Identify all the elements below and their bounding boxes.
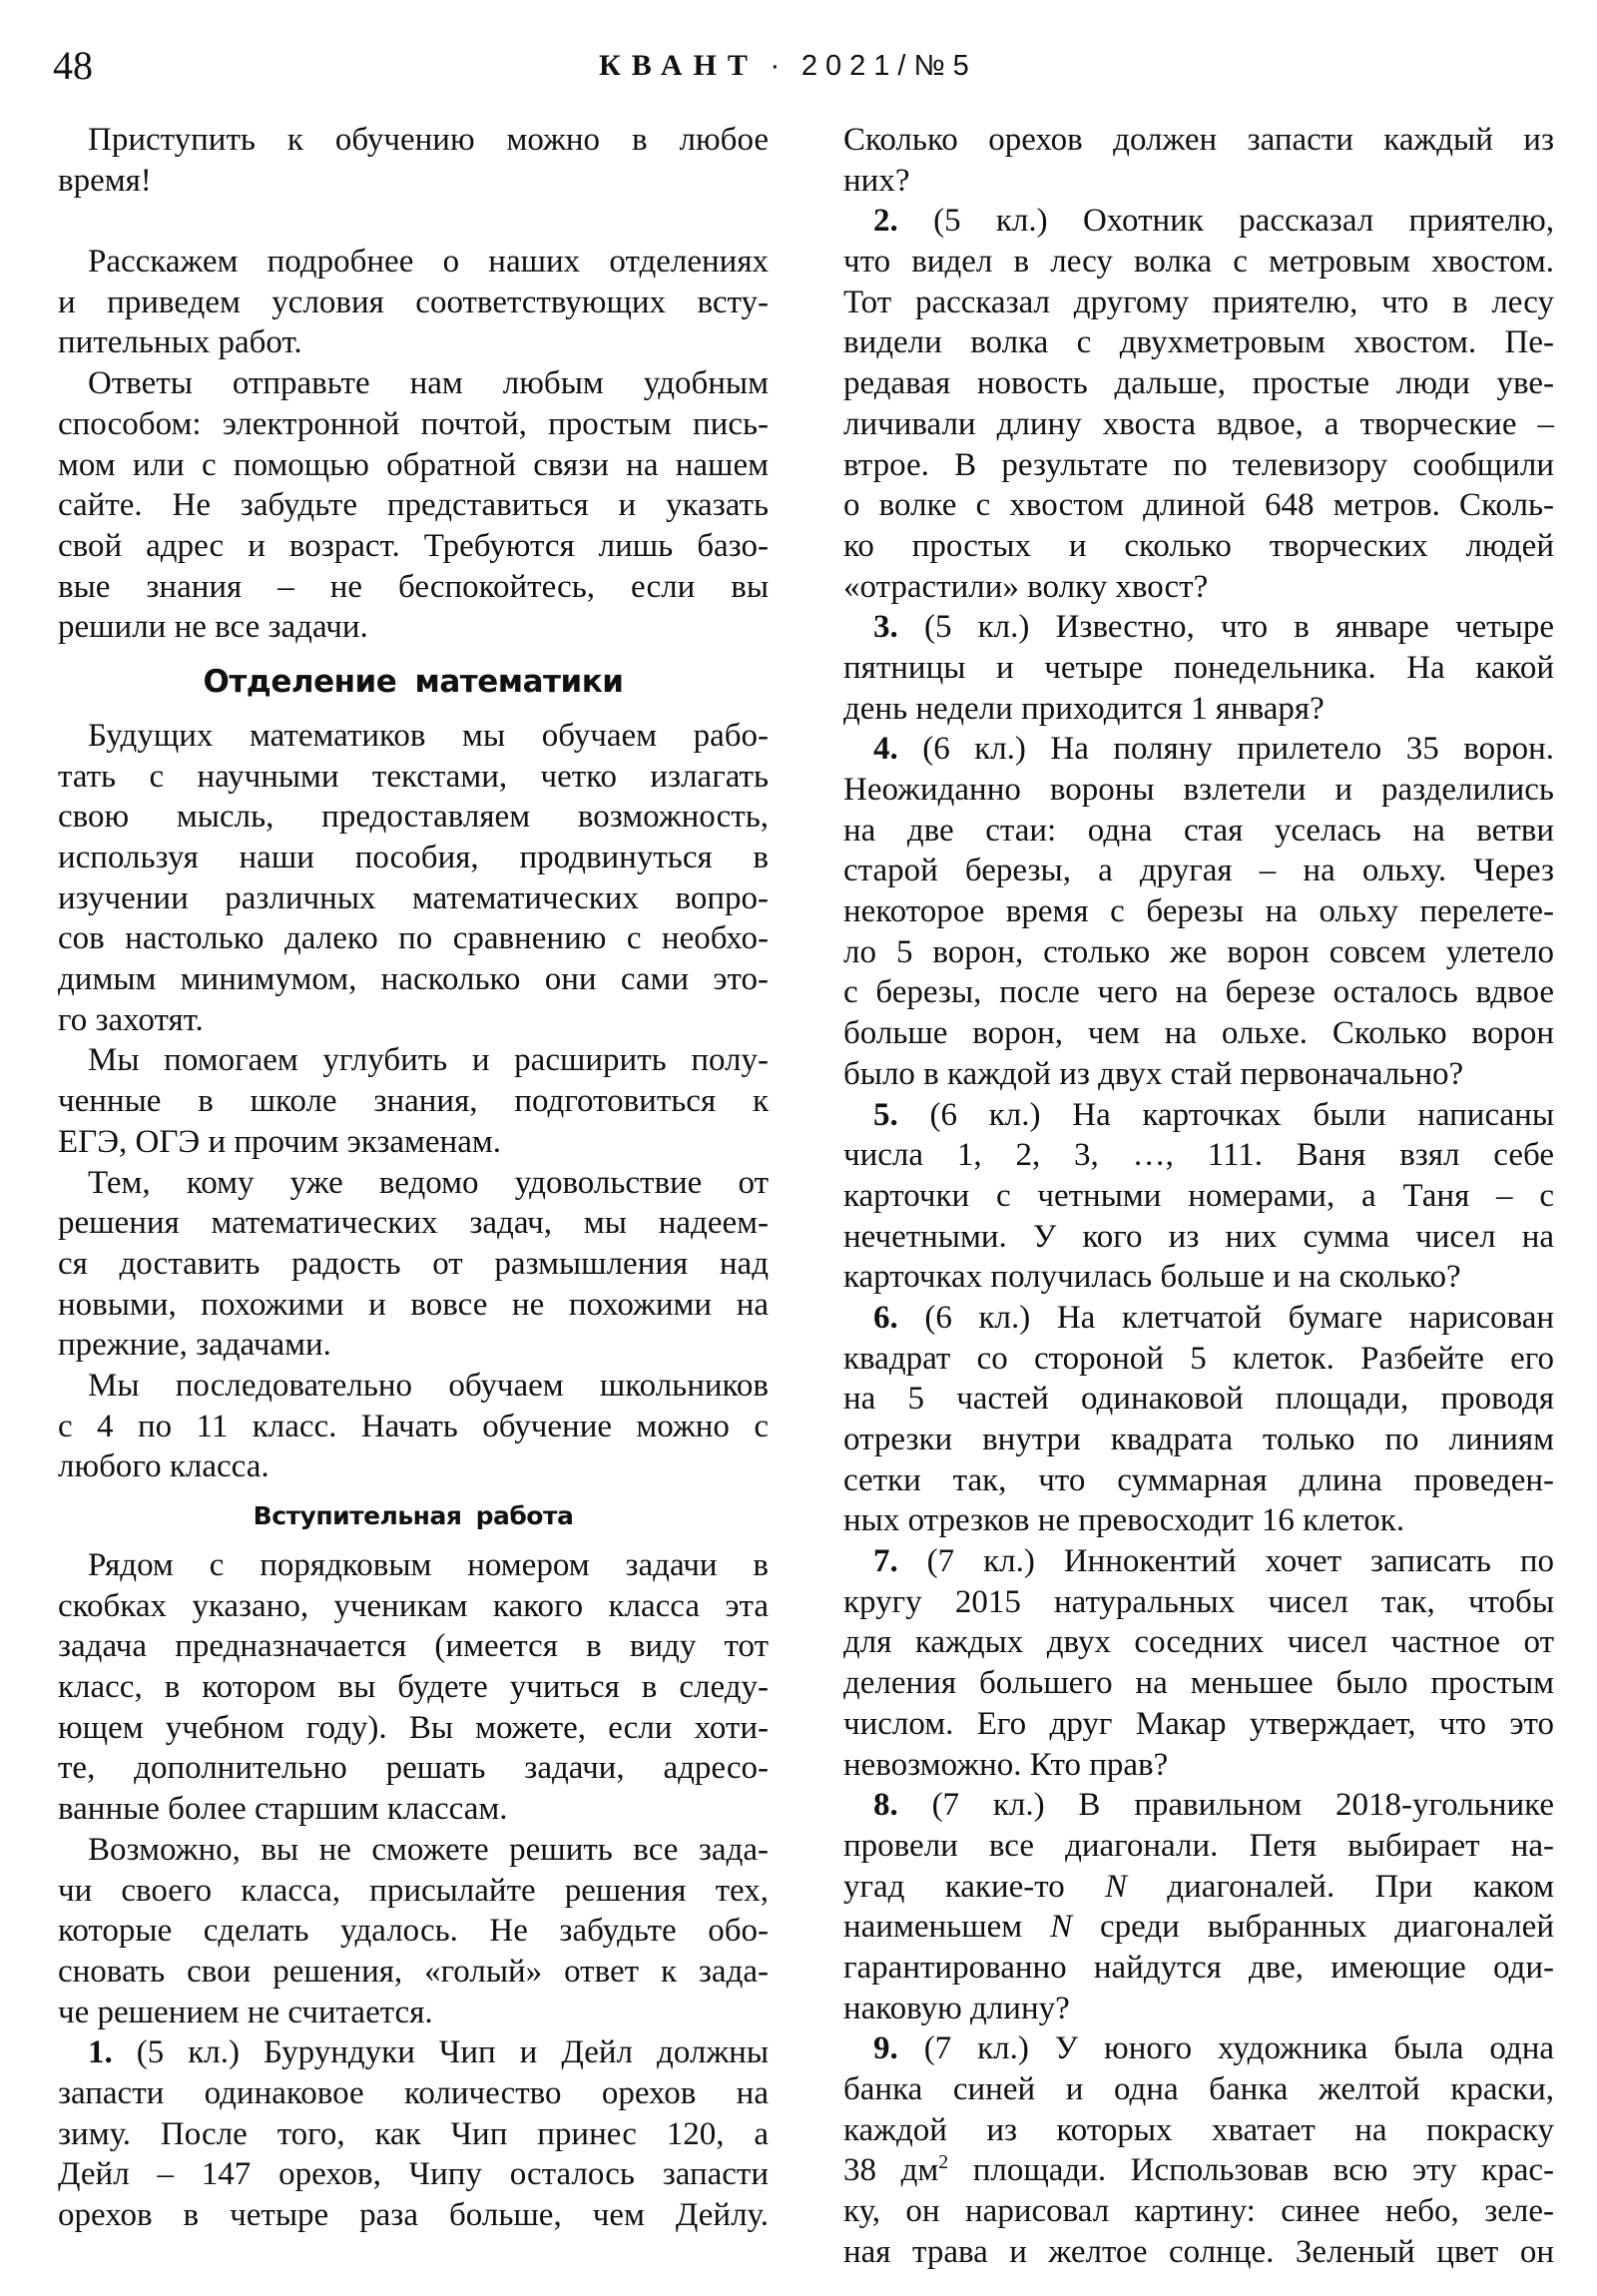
problem-item — [843, 201, 1554, 607]
paragraph — [58, 1545, 769, 1830]
text-line: Сколько орехов должен запасти каждый из — [843, 122, 1554, 158]
text-line: зиму. После того, как Чип принес 120, а — [58, 2115, 769, 2152]
text-line: те, дополнительно решать задачи, адресо- — [58, 1750, 769, 1787]
text-line: изучении различных математических вопро- — [58, 879, 769, 916]
paragraph — [843, 120, 1554, 201]
problem-item — [843, 1785, 1554, 2028]
problem-number: 7. — [873, 1543, 898, 1580]
text-line: вые знания – не беспокойтесь, если вы — [58, 568, 769, 605]
paragraph — [58, 1163, 769, 1366]
text-line: карточках получилась больше и на сколько? — [843, 1259, 1461, 1296]
text-line: решения математических задач, мы надеем- — [58, 1205, 769, 1242]
text-line: че решением не считается. — [58, 1994, 433, 2030]
journal-title: КВАНТ — [599, 49, 759, 82]
text-line: наименьшем N среди выбранных диагоналей — [843, 1909, 1554, 1946]
text-line: ко простых и сколько творческих людей — [843, 527, 1554, 564]
text-line: квадрат со стороной 5 клеток. Разбейте его — [843, 1340, 1554, 1377]
text-line: с березы, после чего на березе осталось вдвое — [843, 974, 1554, 1011]
problem-number: 8. — [873, 1787, 898, 1824]
text-line: невозможно. Кто прав? — [843, 1746, 1169, 1783]
subsection-heading: Вступительная работа — [253, 1501, 574, 1530]
problem-number: 4. — [873, 731, 898, 768]
text-line: видели волка с двухметровым хвостом. Пе- — [843, 324, 1554, 361]
text-line: пительных работ. — [58, 324, 302, 361]
text-line: пятницы и четыре понедельника. На какой — [843, 649, 1554, 686]
text-line: Неожиданно вороны взлетели и разделились — [843, 772, 1554, 808]
text-line: прежние, задачами. — [58, 1327, 331, 1364]
text-line: сетки так, что суммарная длина проведен- — [843, 1461, 1554, 1498]
text-line: способом: электронной почтой, простым пись- — [58, 405, 769, 442]
text-line: ченные в школе знания, подготовиться к — [58, 1083, 769, 1120]
text-line: 8. (7 кл.) В правильном 2018-угольнике — [873, 1787, 1554, 1824]
text-line: нечетными. У кого из них сумма чисел на — [843, 1218, 1554, 1255]
problem-number: 5. — [873, 1096, 898, 1133]
text-line: карточки с четными номерами, а Таня – с — [843, 1177, 1554, 1214]
text-line: свою мысль, предоставляем возможность, — [58, 799, 769, 836]
text-line: тать с научными текстами, четко излагать — [58, 758, 769, 795]
text-line: некоторое время с березы на ольху перелете- — [843, 893, 1554, 930]
text-line: используя наши пособия, продвинуться в — [58, 840, 769, 875]
text-line: ку, он нарисовал картину: синее небо, зеле- — [843, 2193, 1554, 2230]
problem-item — [843, 1298, 1554, 1541]
text-line: 3. (5 кл.) Известно, что в январе четыре — [873, 609, 1555, 646]
problem-item — [843, 1541, 1554, 1785]
text-line: ЕГЭ, ОГЭ и прочим экзаменам. — [58, 1123, 501, 1160]
text-line: орехов в четыре раза больше, чем Дейлу. — [58, 2197, 769, 2233]
text-line: что видел в лесу волка с метровым хвостом. — [843, 244, 1554, 281]
text-line: банка синей и одна банка желтой краски, — [843, 2071, 1554, 2107]
text-line: на две стаи: одна стая уселась на ветви — [843, 812, 1554, 849]
text-line: новыми, похожими и вовсе не похожими на — [58, 1286, 769, 1323]
paragraph-gap — [58, 201, 769, 242]
text-line: Рядом с порядковым номером задачи в — [88, 1547, 769, 1583]
text-line: 9. (7 кл.) У юного художника была одна — [873, 2030, 1555, 2067]
text-line: решили не все задачи. — [58, 609, 368, 646]
text-line: числа 1, 2, 3, …, 111. Ваня взял себе — [843, 1137, 1554, 1174]
problem-number: 9. — [873, 2030, 898, 2067]
text-line: ло 5 ворон, столько же ворон совсем улетело — [843, 933, 1554, 970]
problem-item — [843, 729, 1554, 1094]
text-line: скобках указано, ученикам какого класса эта — [58, 1587, 769, 1624]
text-line: свой адрес и возраст. Требуются лишь базо- — [58, 527, 769, 564]
text-line: Приступить к обучению можно в любое — [88, 122, 769, 158]
text-line: задача предназначается (имеется в виду тот — [58, 1628, 769, 1665]
text-line: и приведем условия соответствующих всту- — [58, 284, 769, 320]
text-line: которые сделать удалось. Не забудьте обо- — [58, 1913, 769, 1950]
text-line: сновать свои решения, «голый» ответ к зада- — [58, 1953, 769, 1990]
paragraph — [58, 242, 769, 363]
text-line: любого класса. — [58, 1448, 269, 1485]
text-line: деления большего на меньшее было простым — [843, 1665, 1554, 1702]
text-line: 6. (6 кл.) На клетчатой бумаге нарисован — [873, 1299, 1555, 1336]
text-line: них? — [843, 162, 910, 199]
text-line: запасти одинаковое количество орехов на — [58, 2074, 769, 2111]
text-line: Возможно, вы не сможете решить все зада- — [88, 1831, 769, 1868]
problem-number: 1. — [88, 2034, 113, 2071]
text-line: ных отрезков не превосходит 16 клеток. — [843, 1502, 1405, 1539]
paragraph — [58, 120, 769, 201]
text-line: угад какие-то N диагоналей. При каком — [843, 1868, 1555, 1905]
text-line: кругу 2015 натуральных чисел так, чтобы — [843, 1583, 1554, 1620]
text-line: Мы последовательно обучаем школьников — [88, 1367, 769, 1404]
paragraph — [58, 1830, 769, 2032]
text-line: «отрастили» волку хвост? — [843, 568, 1209, 605]
text-line: на 5 частей одинаковой площади, проводя — [843, 1381, 1554, 1418]
text-line: личивали длину хвоста вдвое, а творческие – — [843, 405, 1554, 442]
header-separator: · — [770, 49, 781, 82]
text-line: мом или с помощью обратной связи на нашем — [58, 446, 769, 483]
problem-item — [58, 2032, 769, 2235]
text-line: чи своего класса, присылайте решения тех, — [58, 1872, 769, 1909]
problem-number: 6. — [873, 1299, 898, 1336]
problem-number: 2. — [873, 203, 898, 240]
text-line: втрое. В результате по телевизору сообщили — [843, 446, 1554, 483]
text-line: ющем учебном году). Вы можете, если хоти- — [58, 1709, 769, 1746]
text-line: гарантированно найдутся две, имеющие оди- — [843, 1949, 1554, 1986]
problem-item — [843, 1095, 1554, 1298]
text-line: класс, в котором вы будете учиться в следу- — [58, 1669, 769, 1706]
running-head — [599, 46, 1018, 86]
text-line: ся доставить радость от размышления над — [58, 1245, 769, 1282]
text-line: было в каждой из двух стай первоначально? — [843, 1055, 1464, 1092]
text-line: сайте. Не забудьте представиться и указать — [58, 487, 769, 524]
text-line: Ответы отправьте нам любым удобным — [88, 365, 769, 402]
text-line: о волке с хвостом длиной 648 метров. Сколь- — [843, 487, 1554, 524]
text-line: ная трава и желтое солнце. Зеленый цвет он — [843, 2233, 1554, 2270]
text-line: 4. (6 кл.) На поляну прилетело 35 ворон. — [873, 731, 1554, 768]
text-line: Мы помогаем углубить и расширить полу- — [88, 1042, 769, 1079]
text-line: редавая новость дальше, простые люди уве- — [843, 365, 1554, 402]
text-line: больше ворон, чем на ольхе. Сколько ворон — [843, 1015, 1554, 1052]
problem-number: 3. — [873, 609, 898, 646]
section-heading: Отделение математики — [203, 663, 624, 700]
paragraph — [58, 1366, 769, 1487]
problem-item — [843, 607, 1554, 729]
text-line: для каждых двух соседних чисел частное от — [843, 1624, 1554, 1661]
text-line: числом. Его друг Макар утверждает, что это — [843, 1705, 1554, 1742]
text-line: Тот рассказал другому приятелю, что в лесу — [843, 284, 1554, 320]
text-line: 1. (5 кл.) Бурундуки Чип и Дейл должны — [88, 2034, 769, 2071]
text-line: димым минимумом, насколько они сами это- — [58, 961, 769, 998]
text-line: Дейл – 147 орехов, Чипу осталось запасти — [58, 2156, 769, 2193]
text-line: Расскажем подробнее о наших отделениях — [88, 244, 769, 281]
text-line: с 4 по 11 класс. Начать обучение можно с — [58, 1408, 769, 1444]
text-line: го захотят. — [58, 1001, 204, 1038]
paragraph — [58, 1040, 769, 1162]
text-line: наковую длину? — [843, 1990, 1070, 2026]
text-line: провели все диагонали. Петя выбирает на- — [843, 1827, 1554, 1864]
text-line: старой березы, а другая – на ольху. Через — [843, 853, 1554, 889]
paragraph — [58, 716, 769, 1041]
text-line: Будущих математиков мы обучаем рабо- — [88, 717, 769, 754]
left-column — [58, 120, 769, 2236]
text-line: время! — [58, 162, 152, 199]
text-line: отрезки внутри квадрата только по линиям — [843, 1422, 1554, 1457]
text-line: ванные более старшим классам. — [58, 1791, 508, 1828]
right-column — [843, 120, 1554, 2272]
text-line: Тем, кому уже ведомо удовольствие от — [88, 1164, 769, 1201]
text-line: 7. (7 кл.) Иннокентий хочет записать по — [873, 1543, 1554, 1580]
text-line: день недели приходится 1 января? — [843, 690, 1325, 727]
text-line: 5. (6 кл.) На карточках были написаны — [873, 1096, 1554, 1133]
text-line: 2. (5 кл.) Охотник рассказал приятелю, — [873, 203, 1554, 240]
paragraph — [58, 363, 769, 648]
text-line: 38 $дм^2$ площади. Использовав всю эту крас- — [843, 2151, 1554, 2189]
text-line: каждой из которых хватает на покраску — [843, 2111, 1554, 2148]
problem-item — [843, 2028, 1554, 2272]
issue-number: 2021/№5 — [800, 50, 977, 82]
text-line: сов настолько далеко по сравнению с необхо- — [58, 920, 769, 957]
page-number: 48 — [53, 43, 93, 88]
